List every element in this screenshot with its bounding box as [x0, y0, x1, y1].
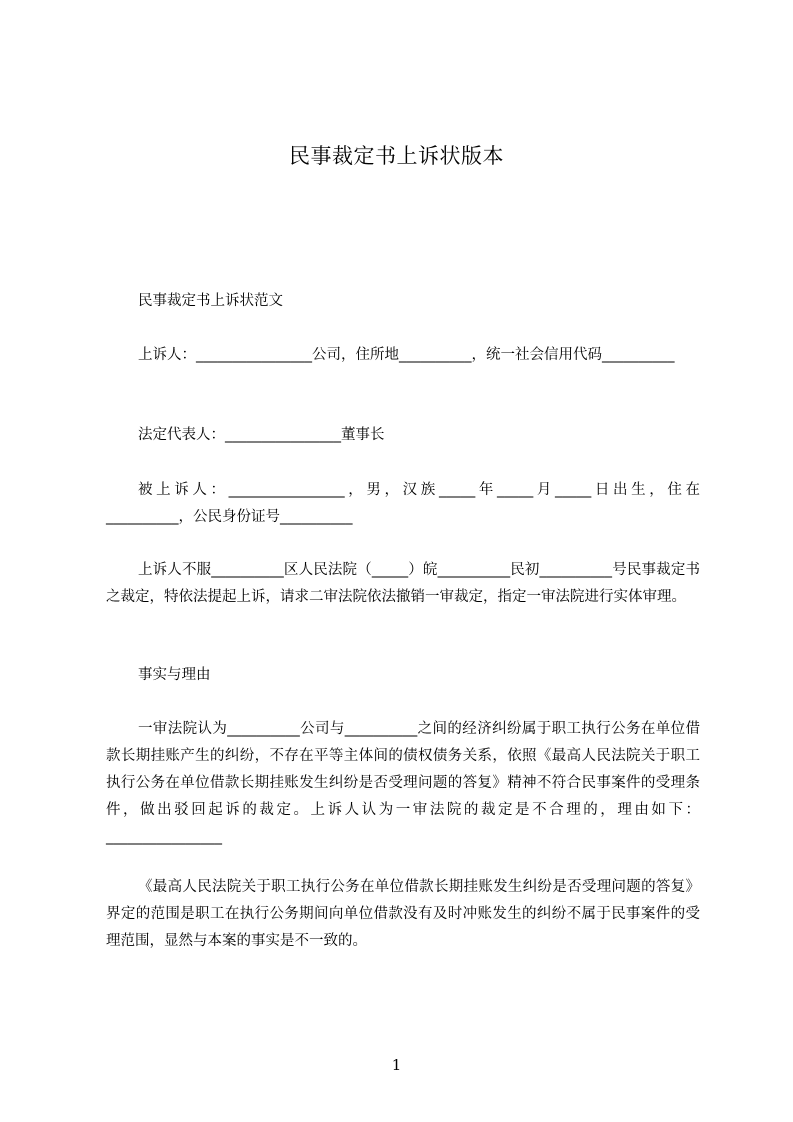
paragraph-first-instance-reasoning: 一审法院认为__________公司与__________之间的经济纠纷属于职工执行公务在单位借款长期挂账产生的纠纷，不存在平等主体间的债权债务关系，依照《最高人民法院关于职工执行公务在单位借款长期挂账发生纠纷是否受理问题的答复》精神不符合民事案件的受理条件，做出驳回起诉的裁定。上诉人认为一审法院的裁定是不合理的，理由如下：________________	[106, 721, 700, 845]
document-title: 民事裁定书上诉状版本	[289, 144, 504, 168]
paragraph-heading-sample: 民事裁定书上诉状范文	[138, 293, 283, 309]
page-number: 1	[391, 1056, 402, 1074]
paragraph-facts-heading: 事实与理由	[138, 667, 211, 683]
paragraph-supreme-court-reply: 《最高人民法院关于职工执行公务在单位借款长期挂账发生纠纷是否受理问题的答复》界定的范围是职工在执行公务期间向单位借款没有及时冲账发生的纠纷不属于民事案件的受理范围，显然与本案的事实是不一致的。	[106, 879, 700, 949]
paragraph-appellee: 被上诉人：________________，男，汉族_____年_____月_____日出生，住在__________，公民身份证号__________	[106, 482, 700, 525]
paragraph-appellant: 上诉人：________________公司，住所地__________，统一社会信用代码__________	[138, 347, 675, 363]
paragraph-legal-representative: 法定代表人：________________董事长	[138, 427, 385, 443]
paragraph-appeal-request: 上诉人不服__________区人民法院（_____）皖__________民初__________号民事裁定书之裁定，特依法提起上诉，请求二审法院依法撤销一审裁定，指定一审法院进行实体审理。	[106, 562, 700, 605]
